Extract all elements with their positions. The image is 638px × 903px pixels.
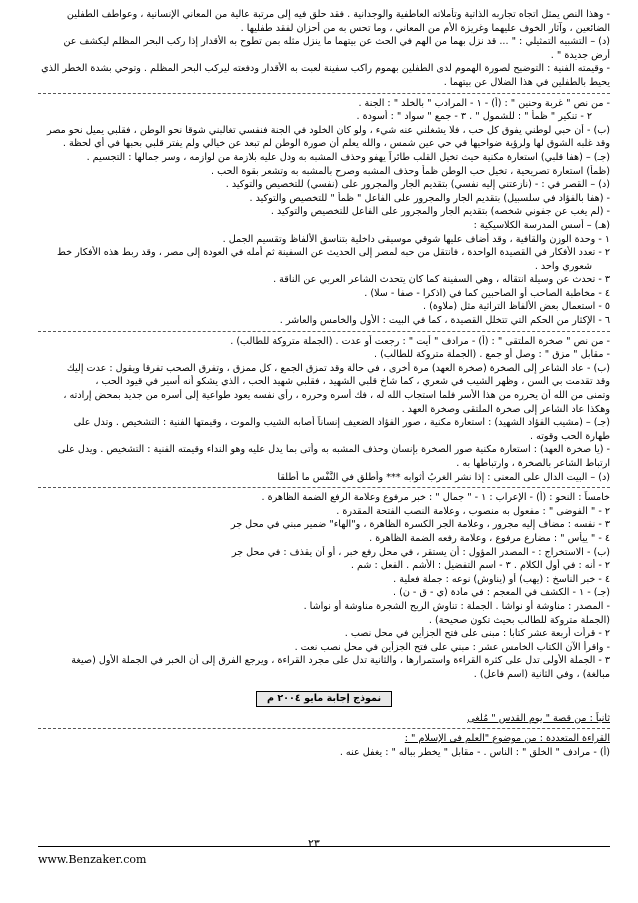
text-line: وهكذا عاد الشاعر إلى صخرة الملتقى وصخرة العهد . <box>401 403 610 415</box>
text-line: ٥ - استعمال بعض الألفاظ التراثية مثل (ملاوة) . <box>423 301 610 313</box>
text-line: الضائعين ، وآثار الخوف عليهما وغريزة الأم من المعاني ، وما تحس به من أحزان لفقد طفليها . <box>240 22 610 34</box>
footer-site: www.Benzaker.com <box>38 853 147 866</box>
text-line: شعوري واحد . <box>534 260 592 272</box>
text-line: (د) – القصر في : - (نازعتني إليه نفسي) بتقديم الجار والمجرور على (نفسي) للتخصيص والتوكيد . <box>225 179 610 191</box>
text-line: ٢ - تنكير " ظمأ " : للشمول " . ٣ - جمع " سواد " : أسودة . <box>356 111 592 123</box>
section-divider <box>38 331 610 332</box>
text-line: (جـ) - ١ - الكشف في المعجم : في مادة (ي - ق - ن) . <box>393 587 610 599</box>
text-line: ٣ - الجملة الأولى تدل على كثرة القراءة واستمرارها ، والثانية تدل على مجرد القراءة ، ويرجع الفرق إلى أن الخبر في الجملة الأول (صيغة <box>71 655 610 667</box>
text-line: وتمنى من الله أن يحرره من هذا الأسر فلما استجاب الله له ، فك أسره وحرره ، رأى نفسه يعود طواعية إلى أسره من جديد بمحض إرادته ، <box>63 390 610 402</box>
answer-text-body <box>38 8 610 682</box>
text-line: ارتباط الشاعر بالصخرة ، وارتباطها به . <box>456 458 610 469</box>
text-line: - واقرأ الآن الكتاب الخامس عشر : مبني على فتح الجزأين في محل نصب نعت . <box>294 641 610 653</box>
answer-box-wrap <box>38 686 610 707</box>
text-line: (ب) - عاد الشاعر إلى الصخرة (صخرة العهد) مرة أخرى ، في حالة وقد تمزق الجمع ، كل ممزق ، وتفرق الصحب تفرقا ويقول : عدت إليك <box>66 362 610 374</box>
answer-text-after <box>38 712 610 760</box>
section-divider <box>38 93 610 94</box>
text-line: أرض جديدة " . <box>550 49 610 61</box>
text-line: ٤ - خبر الناسخ : (يهب) أو (يناوش) نوعه : جملة فعلية . <box>393 573 610 585</box>
page-footer <box>38 837 610 867</box>
text-line: (جـ) – (مشيب الفؤاد الشهيد) : استعارة مكنية ، صور الفؤاد الضعيف إنساناً أصابه الشيب والموت ، وقيمتها الفنية : التشخيص . وتدل على <box>73 417 610 429</box>
text-line: - مقابل " مزق " : وصل أو جمع . (الجملة متروكة للطالب) . <box>374 349 610 361</box>
text-line: ٣ - تحدث عن وسيلة انتقاله ، وهي السفينة كما كان يتحدث الشاعر العربي عن الناقة . <box>273 274 610 286</box>
text-line: يحيط بالطفلين في هذا الضلال عن بيتهما . <box>443 76 610 88</box>
text-line: ٢ - تعدد الأفكار في القصيدة الواحدة ، فانتقل من حبه لمصر إلى الحديث عن السفينة ثم أمله في العودة إلى مصر ، وقد ربط هذه الأفكار خط <box>57 247 610 259</box>
text-line: (ظمأ) استعارة تصريحية ، تخيل حب الوطن ظمأ وحذف المشبه وصرح بالمشبه به وتشعر بقوة الحب . <box>211 165 610 177</box>
text-line: وقد غلبه الشوق لها ولرؤية ضواحيها في حي عين شمس ، والله يعلم أن صورة الوطن لم تبعد عن خيالي ولم يفتر قلبي بحبها في أي لحظة . <box>62 138 610 150</box>
text-line: - (هفا بالفؤاد في سلسبيل) بتقديم الجار والمجرور على الفاعل " ظمأ " للتخصيص والتوكيد . <box>249 192 610 204</box>
text-line: ٢ - أنه : في أول الكلام . ٣ - اسم التفضيل : الأشم . الفعل : شم . <box>350 560 610 572</box>
text-line: ٤ - " ييأس " : مضارع مرفوع ، وعلامة رفعه الضمة الظاهرة . <box>369 532 610 544</box>
text-line: (هـ) – أسس المدرسة الكلاسيكية : <box>473 219 610 231</box>
text-line: - وقيمته الفنية : التوضيح لصورة الهموم لدى الطفلين بهموم راكب سفينة لعبت به الأقدار ودفعته ليركب البحر المظلم . وتوحي بشدة الخطر الذي <box>41 63 610 75</box>
document-page <box>38 8 610 863</box>
text-line: مبالغة) ، وفي الثانية (اسم فاعل) . <box>473 668 610 680</box>
text-line: ثانياً : من قصة " يوم القدس " مُلغى <box>467 712 610 724</box>
text-line: (ب) - الاستخراج : - المصدر المؤول : أن يستقر ، في محل رفع خبر ، أو أن يقذف : في محل جر <box>231 546 610 558</box>
text-line: (د) – البيت الدال على المعنى : إذا نشر الغربُ أثوابه *** وأطلق في النَّفْس ما أطلقا <box>277 471 610 483</box>
text-line: - (يا صخرة العهد) : استعارة مكنية صور الصخرة بإنسان وحذف المشبه به وأتى بما يدل عليه وهو النداء وقيمته الفنية : التشخيص . ويدل على <box>57 444 610 456</box>
answer-model-box: نموذج إجابة مايو ٢٠٠٤ م <box>256 691 392 707</box>
text-line: ٢ - قرأت أربعة عشر كتابا : مبنى على فتح الجزأين في محل نصب . <box>344 628 610 640</box>
text-line: ٦ - الإكثار من الحكم التي تتخلل القصيدة ، كما في البيت : الأول والخامس والعاشر . <box>279 315 610 327</box>
text-line: - (لم يغب عن جفوني شخصه) بتقديم الجار والمجرور على الفاعل للتخصيص والتوكيد . <box>270 206 610 218</box>
text-line: - من نص " صخرة الملتقى " : (أ) - مرادف " أيت " : رجعت أو عدت . (الجملة متروكة للطالب) . <box>230 335 610 347</box>
text-line: خامساً : النحو : (أ) - الإعراب : ١ - " جمال " : خبر مرفوع وعلامة الرفع الضمة الظاهرة . <box>261 492 610 504</box>
text-line: ٤ - مخاطبة الصاحب أو الصاحبين كما في (اذكرا - صفا - سلا) . <box>364 287 610 299</box>
text-line: - المصدر : مناوشة أو نواشا . الجملة : تناوش الريح الشجرة مناوشة أو نواشا . <box>303 600 610 612</box>
text-line: (الجملة متروكة للطالب بحيث تكون صحيحة) . <box>428 614 610 626</box>
text-line: (ب) - أن حبي لوطني يفوق كل حب ، فلا يشغلني عنه شيء ، ولو كان الخلود في الجنة فنفسي تغالبني شوقا نحو الوطن ، فقلبي يميل نحو مصر <box>47 124 610 136</box>
text-line: ٣ - نفسه : مضاف إليه مجرور ، وعلامة الجر الكسرة الظاهرة ، و"الهاء" ضمير مبني في محل جر <box>230 519 610 531</box>
text-line: ٢ - " الفوضى " : مفعول به منصوب ، وعلامة النصب الفتحة المقدرة . <box>336 505 610 517</box>
text-line: - وهذا النص يمثل اتجاه تجاربه الذاتية وتأملاته العاطفية والوجدانية . فقد حلق فيه إلى مرتبة عالية من المعاني الإنسانية ، وعواطف الطفلين <box>66 9 610 20</box>
text-line: وقد تقدمت بي السن ، وظهر الشيب في شعري ، كما شاخ قلبي الشهيد ، فقلبي شهيد الحب ، الذي يشكو أنه أسير في قيود الحب ، <box>95 376 610 388</box>
text-line: القراءة المتعددة : من موضوع "العلم في الإسلام " : <box>404 733 610 745</box>
text-line: ١ - وحدة الوزن والقافية ، وقد أضاف عليها شوقي موسيقى داخلية بتناسق الألفاظ وتقسيم الجمل . <box>222 233 610 245</box>
text-line: (أ) - مرادف " الخلق " : الناس . - مقابل " يخطر بباله " : يغفل عنه . <box>339 746 610 758</box>
text-line: (د) – التشبيه التمثيلي : " ... قد نزل بهما من الهم في الحث عن بيتهما ما ينزل مثله بمن تطوح به الأقدار إذا ركب البحر المظلم ليكشف عن <box>63 36 610 48</box>
section-divider <box>38 487 610 488</box>
text-line: طهارة الحب وقوته . <box>529 430 610 442</box>
text-line: (جـ) – (هفا قلبي) استعارة مكنية حيث تخيل القلب طائراً يهفو وحذف المشبه به ودل عليه بلازمة من لوازمه ، وسر جمالها : التجسيم . <box>86 151 610 163</box>
section-divider <box>38 728 610 729</box>
page-number: ٢٣ <box>308 837 320 850</box>
text-line: - من نص " غربة وحنين " : (أ) - ١ - المرادب " بالخلد " : الجنة . <box>358 97 610 109</box>
